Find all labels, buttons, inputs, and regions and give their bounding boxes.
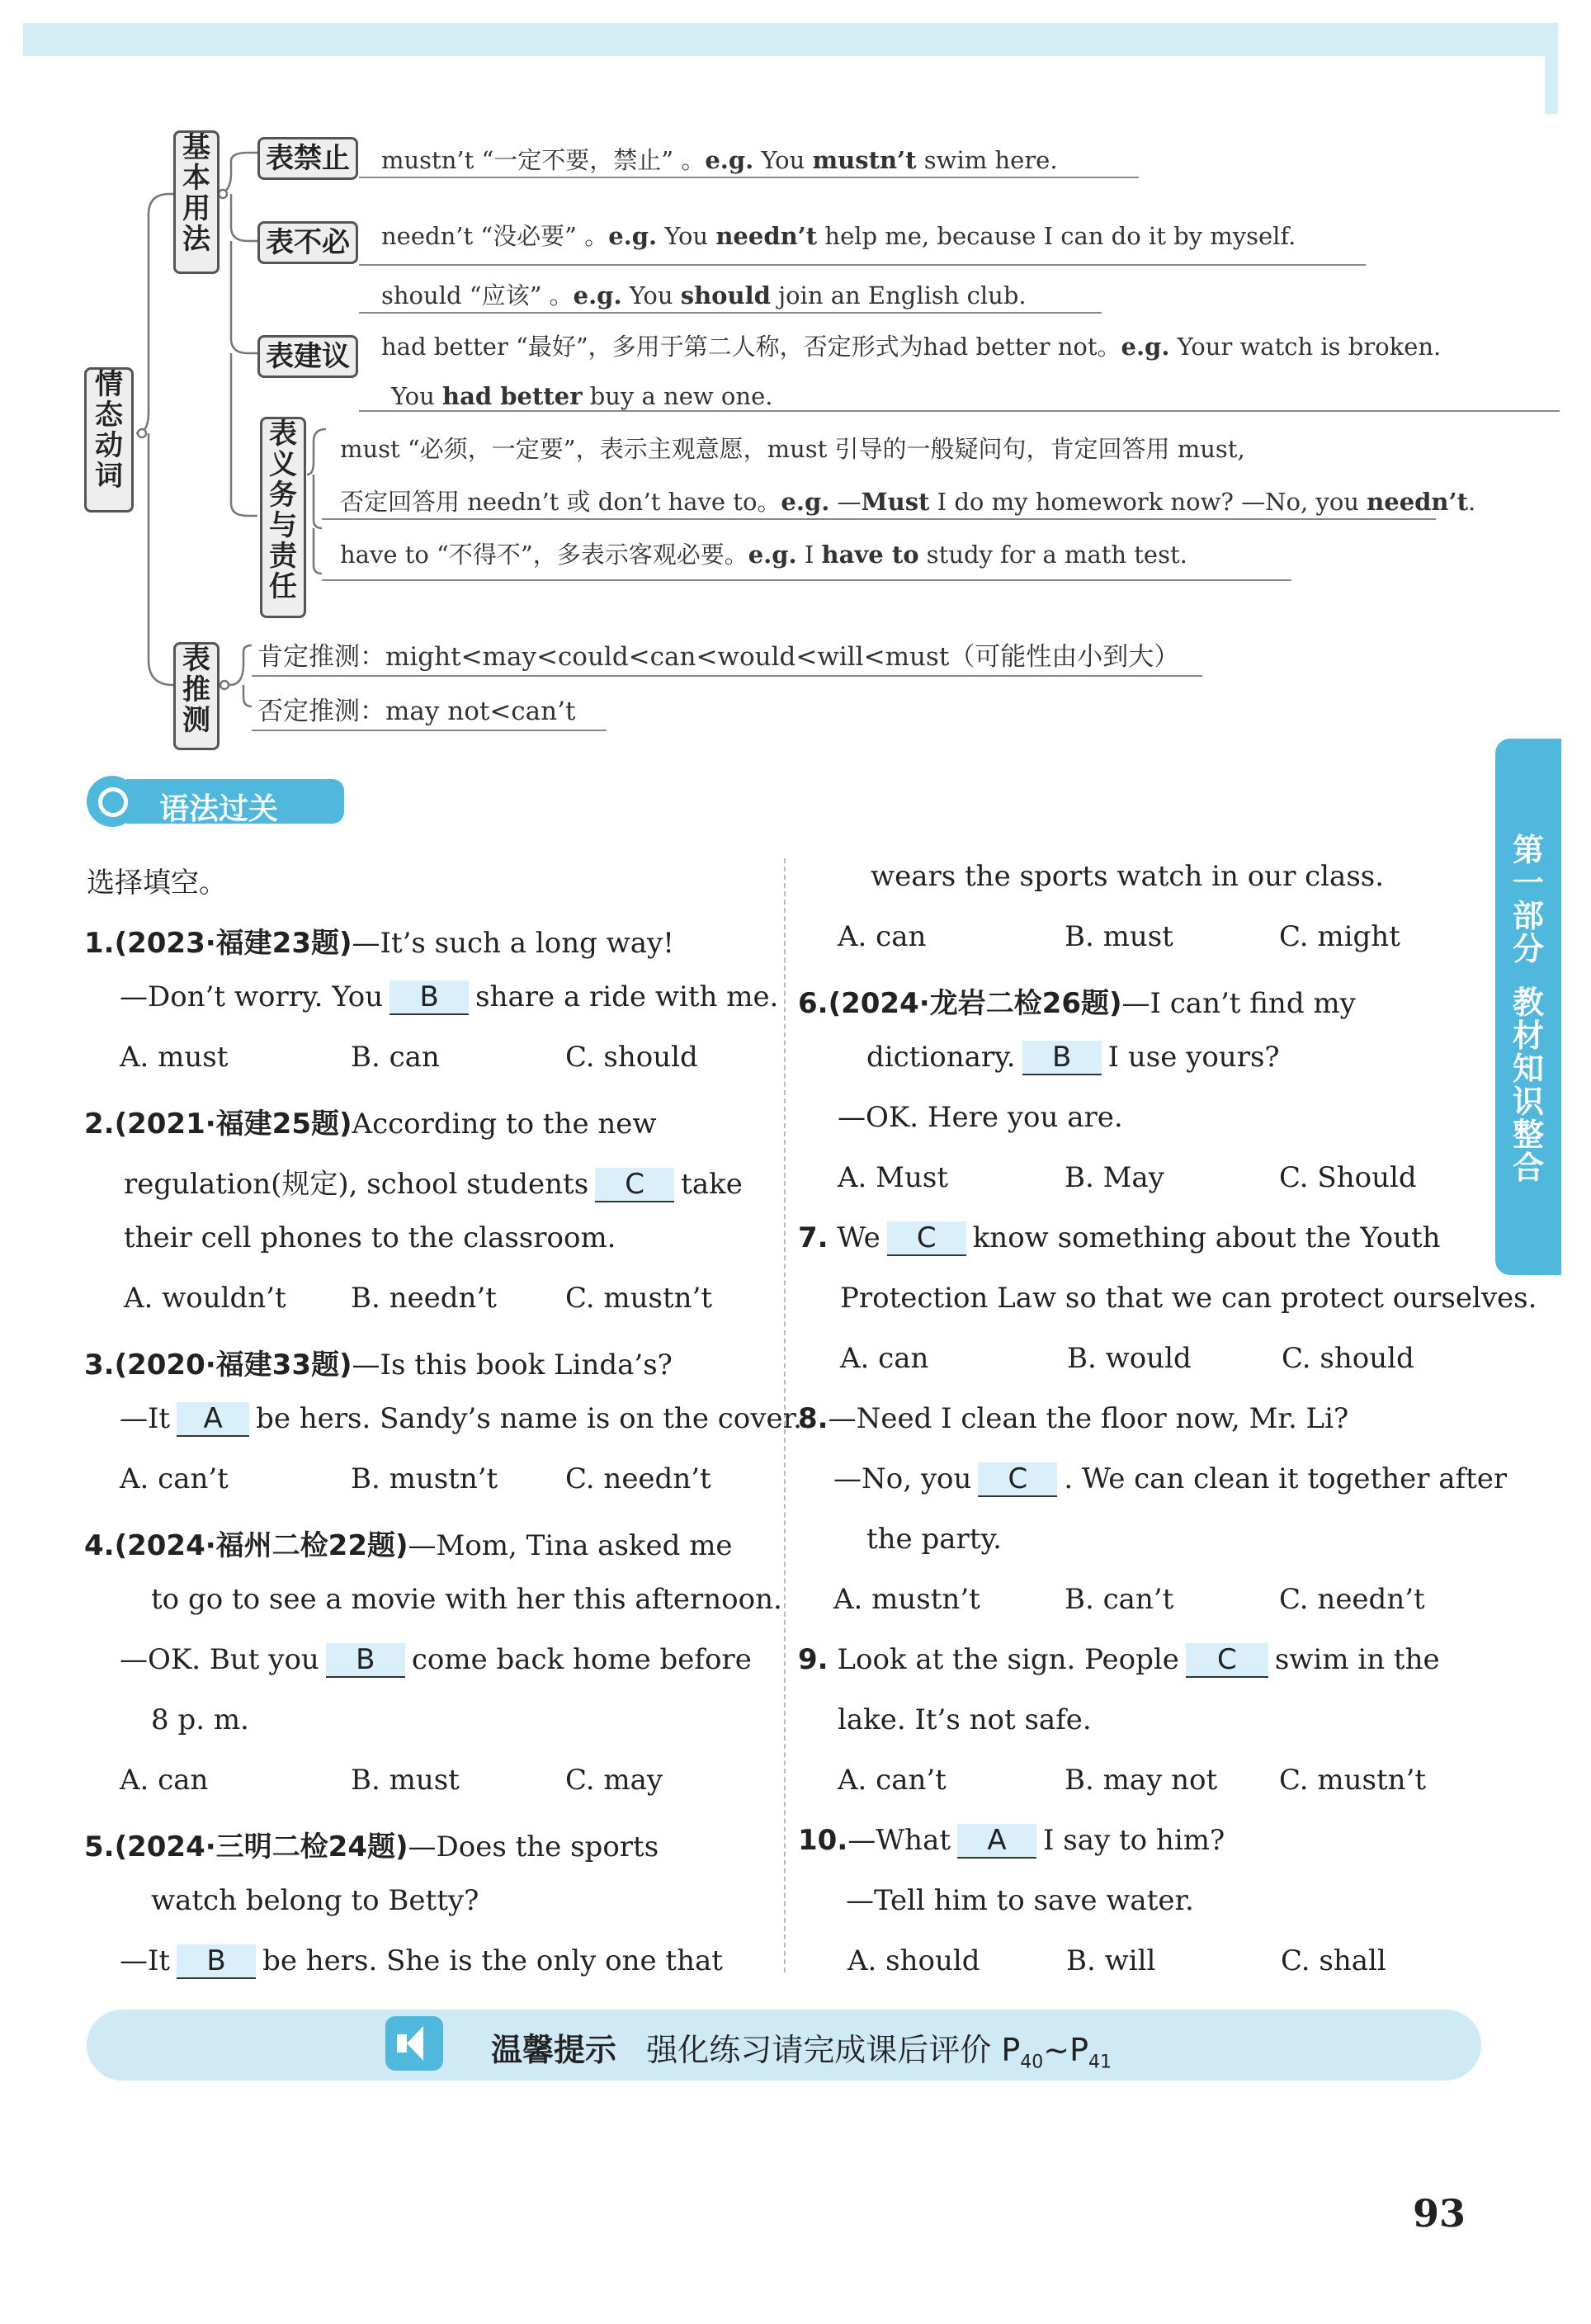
question-2-options xyxy=(124,1282,712,1315)
question-6-line2: dictionary. B I use yours? xyxy=(866,1041,1280,1074)
option-a[interactable]: A. Must xyxy=(838,1161,948,1194)
option-a[interactable]: A. can’t xyxy=(120,1462,229,1495)
divider xyxy=(252,730,607,731)
badge-icon xyxy=(87,776,138,827)
section-header-grammar xyxy=(87,776,344,827)
option-a[interactable]: A. can xyxy=(120,1764,209,1797)
mindmap-line-have-to: have to “不得不”，多表示客观必要。e.g. I have to study for a math test. xyxy=(340,541,1187,569)
answer-blank[interactable]: B xyxy=(1022,1041,1102,1075)
option-c[interactable]: C. Should xyxy=(1279,1161,1417,1194)
divider xyxy=(359,177,1139,178)
option-b[interactable]: B. will xyxy=(1066,1944,1156,1977)
question-7-line2: Protection Law so that we can protect ourselves. xyxy=(840,1282,1537,1315)
divider xyxy=(322,518,1436,520)
option-b[interactable]: B. must xyxy=(351,1764,460,1797)
mindmap-line-had-better-example: You had better buy a new one. xyxy=(391,382,773,410)
section-title: 语法过关 xyxy=(159,792,279,826)
question-4-line3: —OK. But you B come back home before xyxy=(120,1643,752,1676)
question-3-options xyxy=(120,1462,711,1495)
option-c[interactable]: C. may xyxy=(565,1764,663,1797)
question-7-stem: 7. We C know something about the Youth xyxy=(798,1221,1441,1254)
side-tab-title: 教 材 知 识 整 合 xyxy=(1512,985,1544,1186)
question-6-options xyxy=(838,1161,1417,1194)
answer-blank[interactable]: B xyxy=(389,980,469,1015)
option-a[interactable]: A. can xyxy=(838,920,927,953)
option-b[interactable]: B. can’t xyxy=(1065,1583,1174,1616)
question-1-stem: 1.(2023·福建23题)—It’s such a long way! xyxy=(84,927,674,960)
option-b[interactable]: B. would xyxy=(1067,1342,1192,1375)
question-2-stem: 2.(2021·福建25题)According to the new xyxy=(84,1108,657,1141)
answer-blank[interactable]: A xyxy=(177,1402,249,1437)
divider xyxy=(359,410,1560,412)
option-b[interactable]: B. may not xyxy=(1065,1764,1218,1797)
option-c[interactable]: C. shall xyxy=(1281,1944,1386,1977)
option-a[interactable]: A. wouldn’t xyxy=(124,1282,286,1315)
question-9-line2: lake. It’s not safe. xyxy=(838,1703,1092,1736)
mindmap-line-had-better: had better “最好”，多用于第二人称，否定形式为had better not。e.g. Your watch is broken. xyxy=(381,333,1442,361)
answer-blank[interactable]: C xyxy=(1186,1643,1268,1678)
question-10-line2: —Tell him to save water. xyxy=(846,1884,1194,1917)
node-prohibit: 表禁止 xyxy=(257,137,358,180)
question-4-line4: 8 p. m. xyxy=(151,1703,249,1736)
option-a[interactable]: A. must xyxy=(120,1041,229,1074)
question-5-line2: watch belong to Betty? xyxy=(151,1884,479,1917)
option-c[interactable]: C. should xyxy=(565,1041,698,1074)
question-1-options xyxy=(120,1041,698,1074)
mindmap-line-must: must “必须，一定要”，表示主观意愿，must 引导的一般疑问句，肯定回答用 must, xyxy=(340,435,1245,463)
question-10-stem: 10.—What A I say to him? xyxy=(798,1824,1225,1857)
option-b[interactable]: B. needn’t xyxy=(351,1282,497,1315)
question-6-line3: —OK. Here you are. xyxy=(838,1101,1123,1134)
mindmap-line-positive-inference: 肯定推测：might<may<could<can<would<will<must（可能性由小到大） xyxy=(257,642,1180,672)
question-10-options xyxy=(847,1944,1386,1977)
mindmap-line-must-example: 否定回答用 needn’t 或 don’t have to。e.g. —Must I do my homework now? —No, you needn’t. xyxy=(340,488,1476,516)
option-c[interactable]: C. mustn’t xyxy=(1279,1764,1427,1797)
mindmap-line-neednt: needn’t “没必要” 。e.g. You needn’t help me, because I can do it by myself. xyxy=(381,222,1296,250)
mindmap-root-modal-verbs: 情 态 动 词 xyxy=(84,367,134,513)
mindmap-line-mustnt: mustn’t “一定不要，禁止” 。e.g. You mustn’t swim here. xyxy=(381,146,1058,174)
divider xyxy=(359,312,1102,314)
side-tab-part: 第 一 部 分 xyxy=(1512,832,1544,967)
option-c[interactable]: C. might xyxy=(1279,920,1400,953)
question-3-stem: 3.(2020·福建33题)—Is this book Linda’s? xyxy=(84,1349,673,1382)
tip-text: 温馨提示 强化练习请完成课后评价 $P_{40}\sim P_{41}$ xyxy=(491,2032,1112,2073)
option-a[interactable]: A. mustn’t xyxy=(833,1583,980,1616)
question-8-line2: —No, you C . We can clean it together after xyxy=(833,1462,1508,1495)
option-c[interactable]: C. mustn’t xyxy=(565,1282,713,1315)
mindmap-line-should: should “应该” 。e.g. You should join an English club. xyxy=(381,281,1027,309)
speaker-icon xyxy=(385,2016,443,2071)
option-a[interactable]: A. can xyxy=(840,1342,929,1375)
divider xyxy=(322,579,1291,581)
question-3-line2: —It A be hers. Sandy’s name is on the cover. xyxy=(120,1402,802,1435)
exercise-instruction: 选择填空。 xyxy=(87,867,227,900)
question-4-options xyxy=(120,1764,663,1797)
question-4-line2: to go to see a movie with her this afternoon. xyxy=(151,1583,782,1616)
question-8-line3: the party. xyxy=(866,1523,1002,1556)
question-9-stem: 9. Look at the sign. People C swim in the xyxy=(798,1643,1440,1676)
question-5-stem: 5.(2024·三明二检24题)—Does the sports xyxy=(84,1830,659,1863)
question-5-line4: wears the sports watch in our class. xyxy=(871,860,1385,893)
node-advice: 表建议 xyxy=(257,335,358,378)
option-a[interactable]: A. should xyxy=(847,1944,980,1977)
question-6-stem: 6.(2024·龙岩二检26题)—I can’t find my xyxy=(798,987,1356,1020)
node-obligation: 表 义 务 与 责 任 xyxy=(260,417,306,618)
answer-blank[interactable]: C xyxy=(595,1168,674,1202)
answer-blank[interactable]: B xyxy=(326,1643,405,1678)
question-8-options xyxy=(833,1583,1425,1616)
question-7-options xyxy=(840,1342,1414,1375)
answer-blank[interactable]: B xyxy=(177,1944,256,1979)
question-4-stem: 4.(2024·福州二检22题)—Mom, Tina asked me xyxy=(84,1529,733,1562)
question-9-options xyxy=(838,1764,1426,1797)
option-c[interactable]: C. should xyxy=(1282,1342,1414,1375)
question-2-line2: regulation(规定), school students C take xyxy=(124,1168,743,1201)
option-b[interactable]: B. mustn’t xyxy=(351,1462,498,1495)
mindmap-branch-inference: 表 推 测 xyxy=(173,642,220,750)
option-b[interactable]: B. May xyxy=(1065,1161,1164,1194)
option-c[interactable]: C. needn’t xyxy=(565,1462,711,1495)
question-8-stem: 8.—Need I clean the floor now, Mr. Li? xyxy=(798,1402,1349,1435)
answer-blank[interactable]: C xyxy=(887,1221,966,1256)
node-not-necessary: 表不必 xyxy=(257,221,358,264)
option-b[interactable]: B. can xyxy=(351,1041,440,1074)
page-number: 93 xyxy=(1413,2191,1466,2236)
option-c[interactable]: C. needn’t xyxy=(1279,1583,1425,1616)
option-b[interactable]: B. must xyxy=(1065,920,1173,953)
section-header-bar xyxy=(126,779,344,824)
answer-blank[interactable]: C xyxy=(978,1462,1057,1497)
divider xyxy=(252,675,1202,677)
chapter-side-tab[interactable] xyxy=(1495,739,1561,1275)
question-5-line3: —It B be hers. She is the only one that xyxy=(120,1944,723,1977)
option-a[interactable]: A. can’t xyxy=(838,1764,947,1797)
answer-blank[interactable]: A xyxy=(957,1824,1036,1859)
tip-banner[interactable] xyxy=(87,2010,1481,2081)
question-2-line3: their cell phones to the classroom. xyxy=(124,1221,616,1254)
divider xyxy=(359,264,1366,266)
mindmap-branch-basic-usage: 基 本 用 法 xyxy=(173,130,220,274)
question-1-line2: —Don’t worry. You B share a ride with me. xyxy=(120,980,779,1013)
mindmap-line-negative-inference: 否定推测：may not<can’t xyxy=(257,697,576,726)
question-5-options xyxy=(838,920,1400,953)
